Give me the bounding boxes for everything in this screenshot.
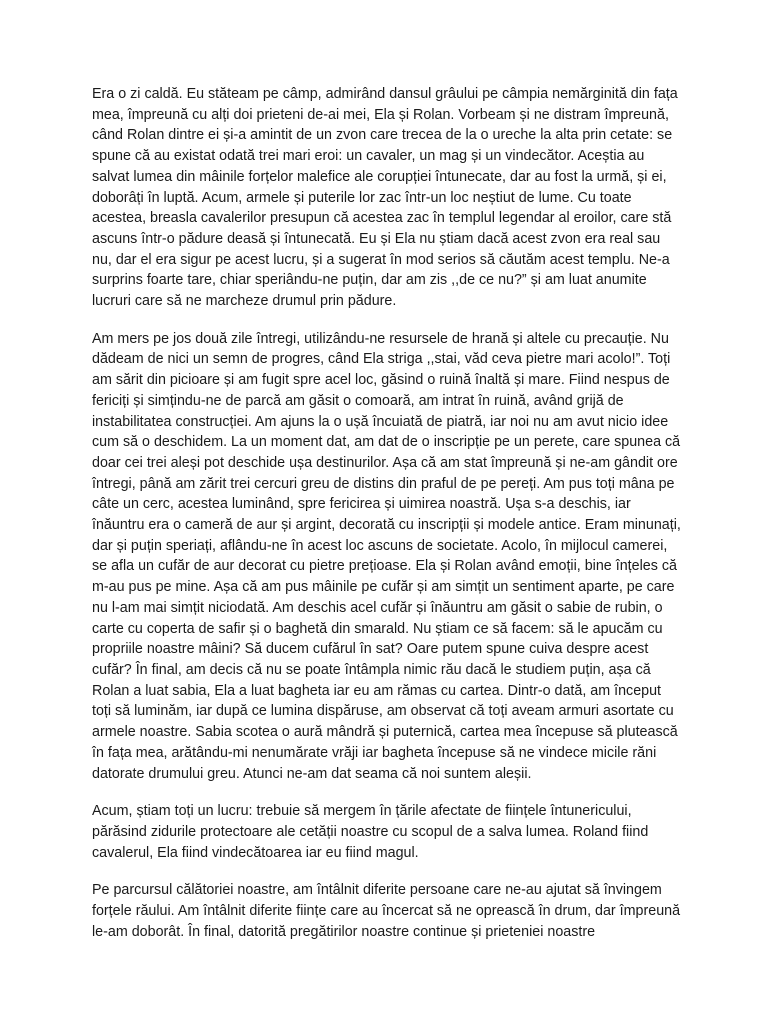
paragraph-4: Pe parcursul călătoriei noastre, am întâlnit diferite persoane care ne-au ajutat să învingem forțele răului. Am întâlnit diferite ființe care au încercat să ne oprească în drum, dar împreună le-am doborât. În final, datorită pregătirilor noastre continue și prieteniei noastre [92, 882, 681, 940]
paragraph-2: Am mers pe jos două zile întregi, utilizându-ne resursele de hrană și altele cu precauție. Nu dădeam de nici un semn de progres, când Ela striga ,,stai, văd ceva pietre mari acolo!”. Toți am sărit din picioare și am fugit spre acel loc, găsind o ruină înaltă și mare. Fiind nespus de fericiți și simțindu-ne de parcă am găsit o comoară, am intrat în ruină, având grijă de instabilitatea construcției. Am ajuns la o ușă încuiată de piatră, iar noi nu am avut nicio idee cum să o deschidem. La un moment dat, am dat de o inscripție pe un perete, care spunea că doar cei trei aleși pot deschide ușa destinurilor. Așa că am stat împreună și ne-am gândit ore întregi, până am zărit trei cercuri greu de distins din praful de pe pereți. Am pus toți mâna pe câte un cerc, acestea luminând, spre fericirea și uimirea noastră. Ușa s-a deschis, iar înăuntru era o cameră de aur și argint, decorată cu inscripții și modele antice. Eram minunați, dar și puțin speriați, aflându-ne în acest loc ascuns de societate. Acolo, în mijlocul camerei, se afla un cufăr de aur decorat cu pietre prețioase. Ela și Rolan având emoții, bine înțeles că m-au pus pe mine. Așa că am pus mâinile pe cufăr și am simțit un sentiment aparte, pe care nu l-am mai simțit niciodată. Am deschis acel cufăr și înăuntru am găsit o sabie de rubin, o carte cu coperta de safir și o baghetă din smarald. Nu știam ce să facem: să le apucăm cu propriile noastre mâini? Să ducem cufărul în sat? Oare putem spune cuiva despre acest cufăr? În final, am decis că nu se poate întâmpla nimic rău dacă le studiem puțin, așa că Rolan a luat sabia, Ela a luat bagheta iar eu am rămas cu cartea. Dintr-o dată, am început toți să luminăm, iar după ce lumina dispăruse, am observat că toți aveam armuri asortate cu armele noastre. Sabia scotea o aură mândră și puternică, cartea mea începuse să plutească în fața mea, arătându-mi nenumărate vrăji iar bagheta începuse să ne vindece micile răni datorate drumului greu. Atunci ne-am dat seama că noi suntem aleșii. [92, 330, 681, 782]
document-body [92, 84, 682, 959]
paragraph-3: Acum, știam toți un lucru: trebuie să mergem în țările afectate de ființele întunericului, părăsind zidurile protectoare ale cetății noastre cu scopul de a salva lumea. Roland fiind cavalerul, Ela fiind vindecătoarea iar eu fiind magul. [92, 803, 649, 861]
paragraph-1: Era o zi caldă. Eu stăteam pe câmp, admirând dansul grâului pe câmpia nemărginită din fața mea, împreună cu alți doi prieteni de-ai mei, Ela și Rolan. Vorbeam și ne distram împreună, când Rolan dintre ei și-a amintit de un zvon care trecea de la o ureche la alta prin cetate: se spune că au existat odată trei mari eroi: un cavaler, un mag și un vindecător. Aceștia au salvat lumea din mâinile forțelor malefice ale corupției întunecate, dar au fost la urmă, și ei, doborâți în luptă. Acum, armele și puterile lor zac într-un loc neștiut de lume. Cu toate acestea, breasla cavalerilor presupun că acestea zac în templul legendar al eroilor, care stă ascuns într-o pădure deasă și întunecată. Eu și Ela nu știam dacă acest zvon era real sau nu, dar el era sigur pe acest lucru, și a sugerat în mod serios să căutăm acest templu. Ne-a surprins foarte tare, chiar speriându-ne puțin, dar am zis ,,de ce nu?” și am luat anumite lucruri care să ne marcheze drumul prin pădure. [92, 86, 678, 310]
